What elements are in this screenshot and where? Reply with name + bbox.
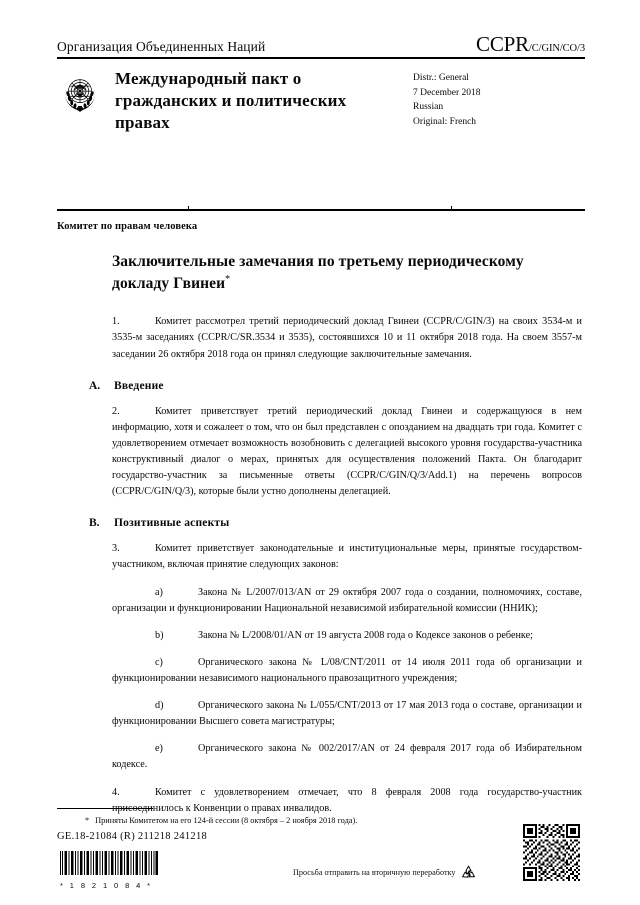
document-symbol-suffix: /C/GIN/CO/3 (528, 43, 585, 54)
treaty-title: Международный пакт о гражданских и политических правах (115, 69, 347, 132)
recycle-note (293, 864, 477, 881)
paragraph-4-text: Комитет с удовлетворением отмечает, что 8 февраля 2008 года государство-участник присоединилось к Конвенции о правах инвалидов. (112, 786, 582, 814)
distribution-original: Original: French (413, 117, 477, 128)
law-item-text-b: Закона № L/2008/01/AN от 19 августа 2008 года о Кодексе законов о ребенке; (198, 629, 533, 641)
job-number: GE.18-21084 (R) 211218 241218 (57, 831, 208, 842)
distribution-block (413, 71, 563, 130)
barcode (60, 851, 158, 890)
footnote-text: Приняты Комитетом на его 124-й сессии (8 октября – 2 ноября 2018 года). (95, 816, 358, 825)
paragraph-4-number: 4. (112, 786, 120, 798)
paragraph-3-number: 3. (112, 543, 120, 555)
paragraph-1-number: 1. (112, 316, 120, 328)
law-item-text-a: Закона № L/2007/013/AN от 29 октября 2007 года о создании, полномочиях, составе, организации и функционировании Национальной независимой избирательной комиссии (ННИК); (112, 586, 582, 614)
masthead-top-row (57, 34, 585, 57)
law-item-text-d: Органического закона № L/055/CNT/2013 от 17 мая 2013 года о составе, организации и функционировании Высшего совета магистратуры; (112, 700, 582, 728)
title-footnote-marker: * (225, 273, 231, 285)
recycle-note-text: Просьба отправить на вторичную переработку (293, 868, 456, 877)
footnote-marker: * (85, 816, 90, 825)
document-symbol (476, 34, 585, 55)
law-item-text-c: Органического закона № L/08/CNT/2011 от 14 июля 2011 года об организации и функционировании независимого национального правозащитного учреждения; (112, 656, 582, 685)
footnote-separator (57, 808, 153, 809)
distribution-type: Distr.: General (413, 73, 469, 83)
recycle-icon (460, 864, 477, 881)
masthead-bottom-rule (57, 209, 585, 211)
masthead-body-row (57, 59, 585, 133)
section-a-letter: A. (89, 379, 101, 392)
section-heading-a (89, 379, 582, 392)
document-symbol-main: CCPR (476, 32, 529, 56)
paragraph-1 (112, 314, 582, 362)
masthead (57, 34, 585, 133)
section-b-label: Позитивные аспекты (114, 517, 230, 530)
list-item (112, 741, 582, 773)
law-item-letter-b: b) (155, 629, 164, 641)
law-item-letter-d: d) (155, 700, 164, 712)
section-heading-b (89, 517, 582, 530)
page-title (112, 252, 582, 294)
law-item-letter-a: a) (155, 586, 163, 598)
document-content (89, 252, 582, 828)
list-item (112, 655, 582, 687)
paragraph-4 (112, 785, 582, 817)
qr-code (523, 824, 580, 881)
distribution-date: 7 December 2018 (413, 87, 481, 98)
page-title-text: Заключительные замечания по третьему периодическому докладу Гвинеи (112, 253, 524, 292)
law-item-text-e: Органического закона № 002/2017/AN от 24 февраля 2017 года об Избирательном кодексе. (112, 743, 582, 771)
list-item (112, 698, 582, 730)
list-item (112, 628, 582, 644)
barcode-text: * 1 8 2 1 0 8 4 * (60, 881, 153, 890)
law-item-letter-c: c) (155, 656, 163, 668)
paragraph-2 (112, 404, 582, 501)
law-item-letter-e: e) (155, 743, 163, 755)
committee-name: Комитет по правам человека (57, 221, 198, 232)
paragraph-3-text: Комитет приветствует законодательные и институциональные меры, принятые государством-участником, включая принятие следующих законов: (112, 543, 582, 571)
distribution-language: Russian (413, 102, 444, 113)
organization-name: Организация Объединенных Наций (57, 39, 266, 55)
section-a-label: Введение (114, 379, 164, 392)
paragraph-3 (112, 541, 582, 573)
list-item (112, 585, 582, 617)
paragraph-2-text: Комитет приветствует третий периодический доклад Гвинеи и содержащуюся в нем информацию, хотя и сожалеет о том, что он был представлен с опозданием на двадцать три года. Комитет с удовлетворением отмечает возможность возобновить с делегацией высокого уровня государства-участника конструктивный диалог о мерах, принятых для осуществления положений Пакта. Он благодарит государство-участник за письменные ответы (CCPR/C/GIN/Q/3/Add.1) на перечень вопросов (CCPR/C/GIN/Q/3), которые были устно дополнены делегацией. (112, 405, 582, 498)
section-b-letter: B. (89, 517, 100, 530)
un-emblem-icon (57, 70, 103, 116)
footnote (85, 815, 545, 827)
paragraph-2-number: 2. (112, 405, 120, 417)
paragraph-1-text: Комитет рассмотрел третий периодический доклад Гвинеи (CCPR/C/GIN/3) на своих 3534-м и 3535-м заседаниях (CCPR/C/SR.3534 и 3535), состоявшихся 10 и 11 октября 2018 года. На своем 3557-м заседании 26 октября 2018 года он принял следующие заключительные замечания. (112, 316, 582, 360)
